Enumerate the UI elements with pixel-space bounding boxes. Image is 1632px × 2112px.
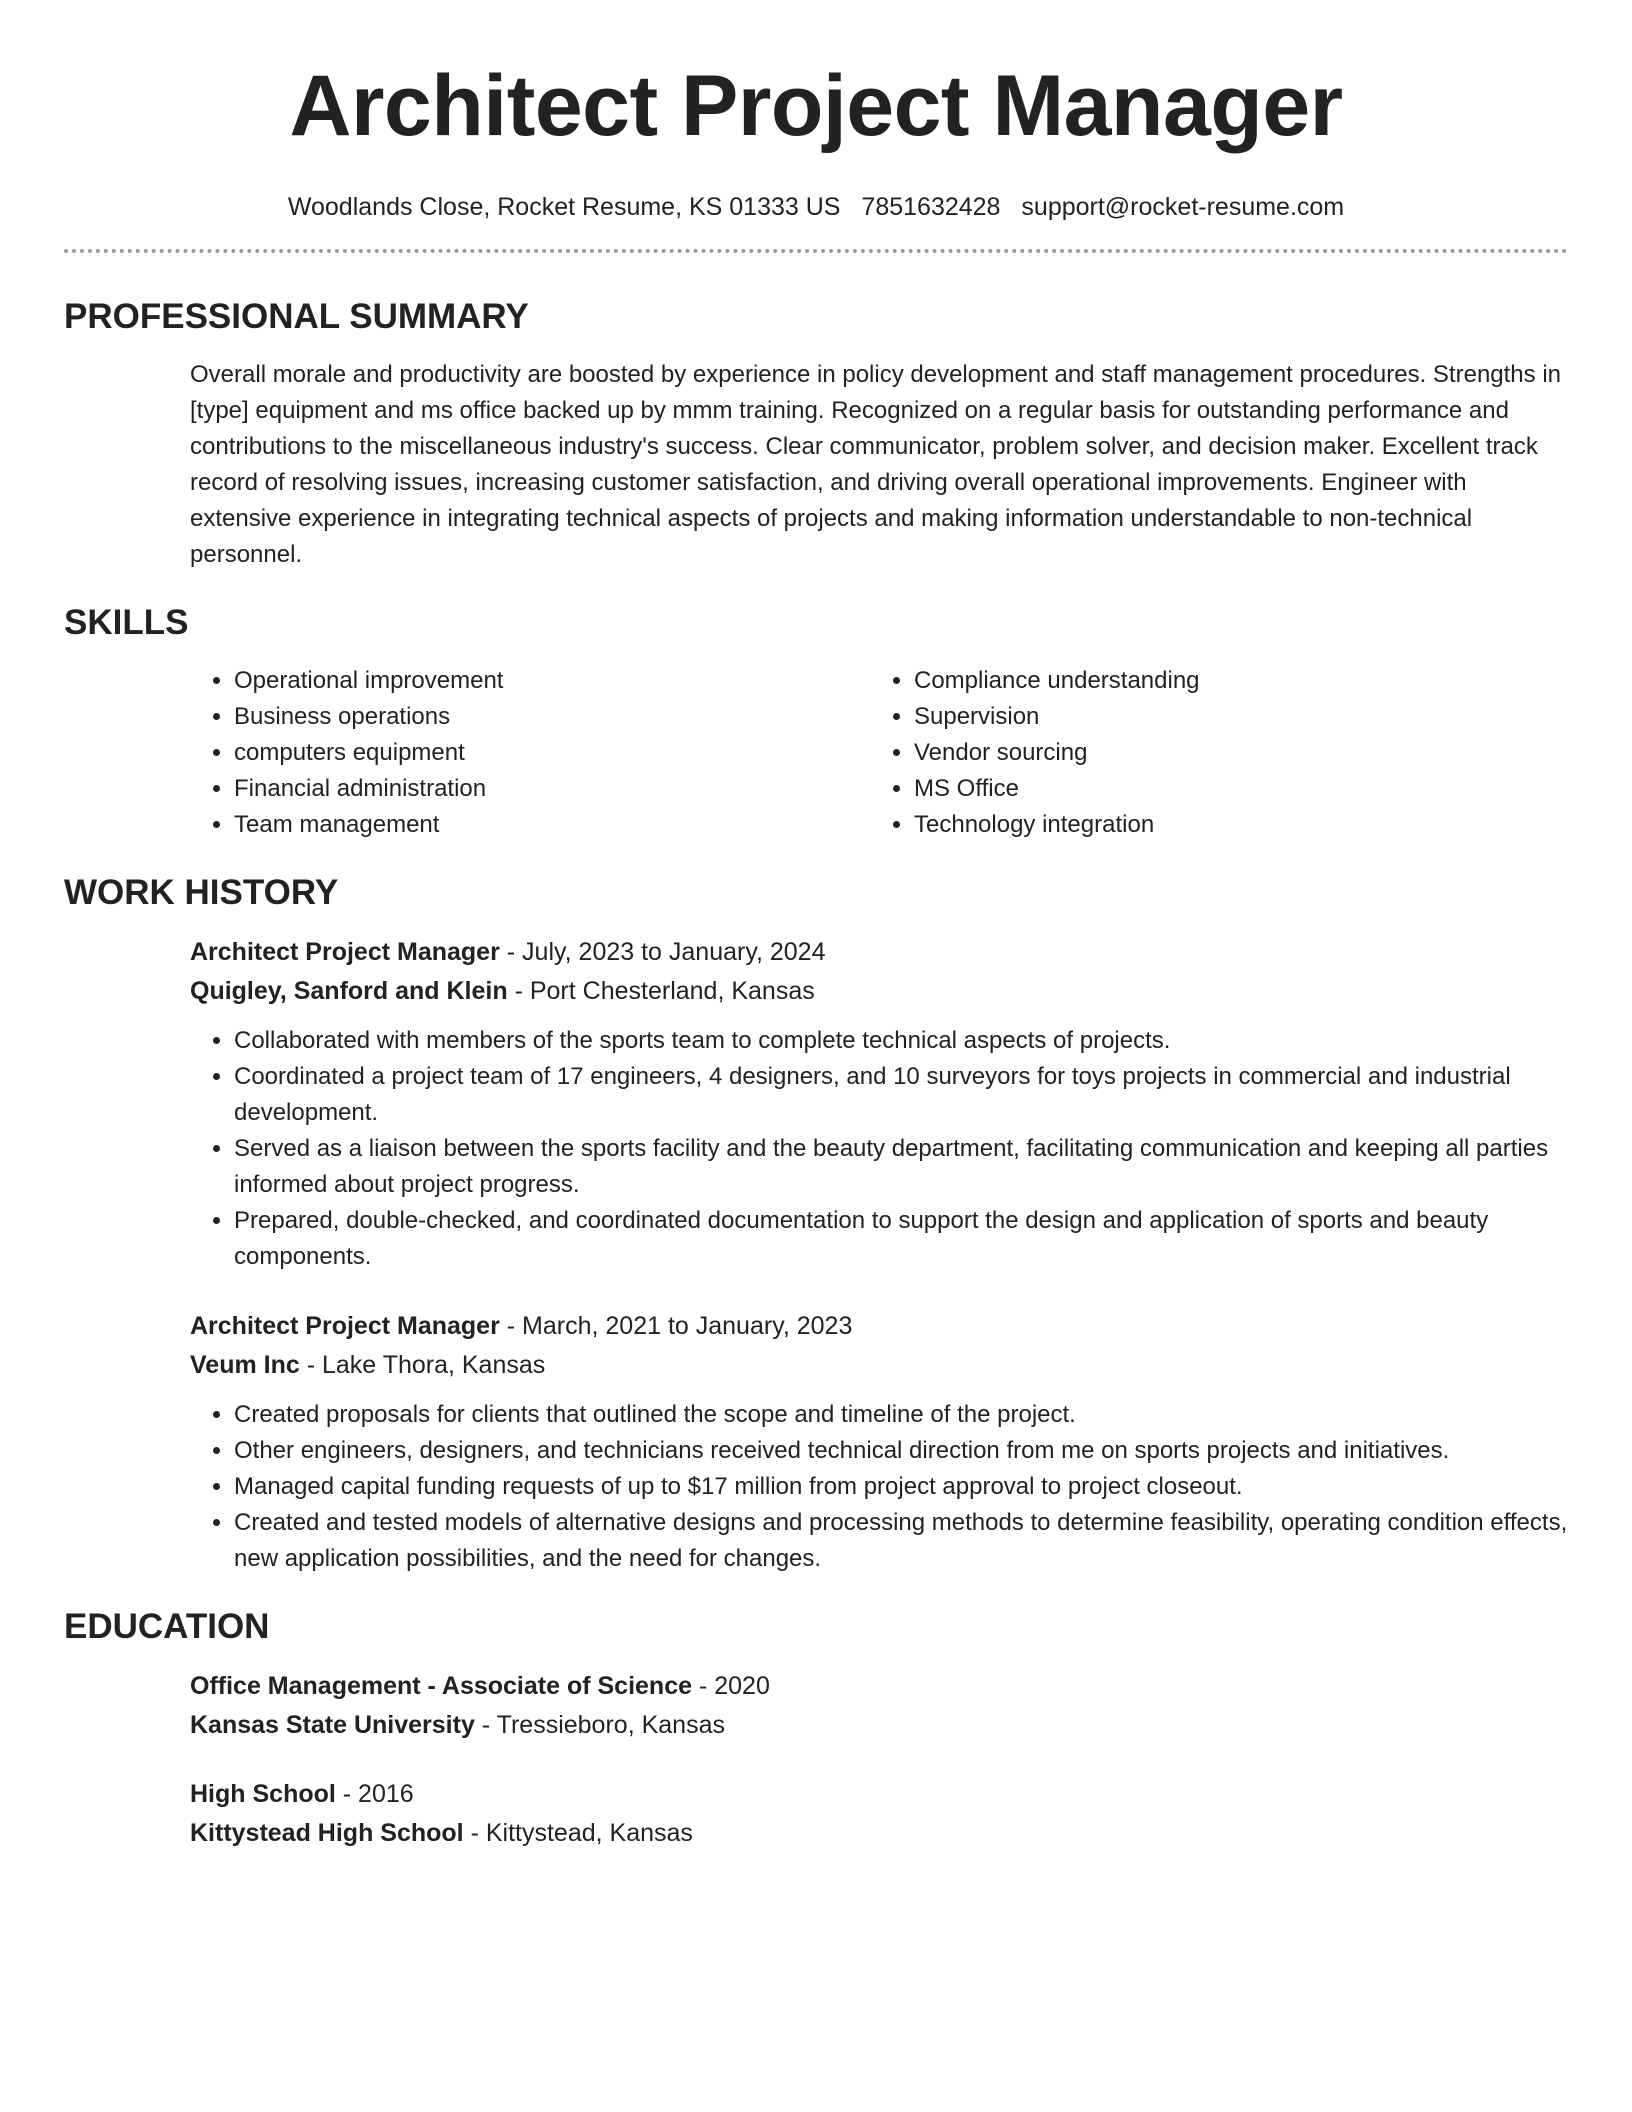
job-location: - Lake Thora, Kansas bbox=[299, 1351, 546, 1379]
job-bullet: • Coordinated a project team of 17 engineers, 4 designers, and 10 surveyors for toys projects in commercial and industrial development. bbox=[234, 1059, 1568, 1131]
job-bullet: • Other engineers, designers, and technicians received technical direction from me on sports projects and initiatives. bbox=[234, 1433, 1568, 1469]
job-company-line bbox=[190, 972, 1568, 1011]
job-dates: - March, 2021 to January, 2023 bbox=[499, 1312, 853, 1340]
skills-list-left bbox=[190, 663, 870, 843]
summary-heading: PROFESSIONAL SUMMARY bbox=[64, 297, 529, 336]
skills-heading: SKILLS bbox=[64, 603, 189, 642]
resume-header bbox=[64, 0, 1568, 253]
skill-item: • Business operations bbox=[234, 699, 870, 735]
skill-item: • Operational improvement bbox=[234, 663, 870, 699]
contact-address: Woodlands Close, Rocket Resume, KS 01333 US bbox=[287, 193, 841, 221]
job-role: Architect Project Manager bbox=[190, 938, 500, 966]
job-role: Architect Project Manager bbox=[190, 1312, 500, 1340]
education-entry bbox=[190, 1775, 1568, 1853]
job-bullet: • Created and tested models of alternative designs and processing methods to determine feasibility, operating condition effects, new application possibilities, and the need for changes. bbox=[234, 1505, 1568, 1577]
job-title-line bbox=[190, 1307, 1568, 1346]
job-bullets bbox=[190, 1397, 1568, 1577]
summary-text: Overall morale and productivity are boosted by experience in policy development and staff management procedures. Strengths in [type] equipment and ms office backed up by mmm training. Recognized on a regular basis for outstanding performance and contributions to the miscellaneous industry's success. Clear communicator, problem solver, and decision maker. Excellent track record of resolving issues, increasing customer satisfaction, and driving overall operational improvements. Engineer with extensive experience in integrating technical aspects of projects and making information understandable to non-technical personnel. bbox=[190, 361, 1561, 568]
skill-item: • MS Office bbox=[914, 771, 1550, 807]
education-section bbox=[64, 1605, 1568, 1853]
job-company: Quigley, Sanford and Klein bbox=[190, 977, 508, 1005]
skill-item: • Financial administration bbox=[234, 771, 870, 807]
skill-item: • Vendor sourcing bbox=[914, 735, 1550, 771]
skill-item: • computers equipment bbox=[234, 735, 870, 771]
contact-phone: 7851632428 bbox=[861, 193, 1001, 221]
education-degree: Office Management - Associate of Science bbox=[190, 1672, 693, 1700]
skill-item: • Supervision bbox=[914, 699, 1550, 735]
job-title-line bbox=[190, 933, 1568, 972]
skills-list-right bbox=[870, 663, 1550, 843]
job-bullet: • Collaborated with members of the sports team to complete technical aspects of projects. bbox=[234, 1023, 1568, 1059]
summary-section bbox=[64, 295, 1568, 573]
job-entry bbox=[190, 1307, 1568, 1577]
education-school: Kittystead High School bbox=[190, 1819, 464, 1847]
skill-item: • Compliance understanding bbox=[914, 663, 1550, 699]
education-year: - 2016 bbox=[335, 1780, 414, 1808]
contact-line bbox=[64, 192, 1568, 222]
skills-section bbox=[64, 601, 1568, 843]
education-heading: EDUCATION bbox=[64, 1607, 270, 1646]
contact-email: support@rocket-resume.com bbox=[1021, 193, 1345, 221]
skill-item: • Team management bbox=[234, 807, 870, 843]
education-year: - 2020 bbox=[692, 1672, 770, 1700]
education-school-line bbox=[190, 1814, 1568, 1853]
education-degree-line bbox=[190, 1667, 1568, 1706]
work-history-section bbox=[64, 871, 1568, 1577]
job-bullet: • Created proposals for clients that outlined the scope and timeline of the project. bbox=[234, 1397, 1568, 1433]
header-divider bbox=[64, 249, 1568, 253]
job-entry bbox=[190, 933, 1568, 1275]
job-bullet: • Prepared, double-checked, and coordinated documentation to support the design and application of sports and beauty components. bbox=[234, 1203, 1568, 1275]
job-bullet: • Managed capital funding requests of up to $17 million from project approval to project closeout. bbox=[234, 1469, 1568, 1505]
education-entry bbox=[190, 1667, 1568, 1745]
education-school-line bbox=[190, 1706, 1568, 1745]
education-degree-line bbox=[190, 1775, 1568, 1814]
job-company: Veum Inc bbox=[190, 1351, 300, 1379]
education-location: - Tressieboro, Kansas bbox=[474, 1711, 725, 1739]
skill-item: • Technology integration bbox=[914, 807, 1550, 843]
job-company-line bbox=[190, 1346, 1568, 1385]
job-bullets bbox=[190, 1023, 1568, 1275]
job-location: - Port Chesterland, Kansas bbox=[507, 977, 815, 1005]
skills-grid bbox=[190, 663, 1568, 843]
work-history-heading: WORK HISTORY bbox=[64, 873, 339, 912]
candidate-name: Architect Project Manager bbox=[289, 58, 1343, 154]
job-bullet: • Served as a liaison between the sports facility and the beauty department, facilitating communication and keeping all parties informed about project progress. bbox=[234, 1131, 1568, 1203]
education-school: Kansas State University bbox=[190, 1711, 475, 1739]
job-dates: - July, 2023 to January, 2024 bbox=[499, 938, 826, 966]
education-location: - Kittystead, Kansas bbox=[463, 1819, 693, 1847]
education-degree: High School bbox=[190, 1780, 336, 1808]
